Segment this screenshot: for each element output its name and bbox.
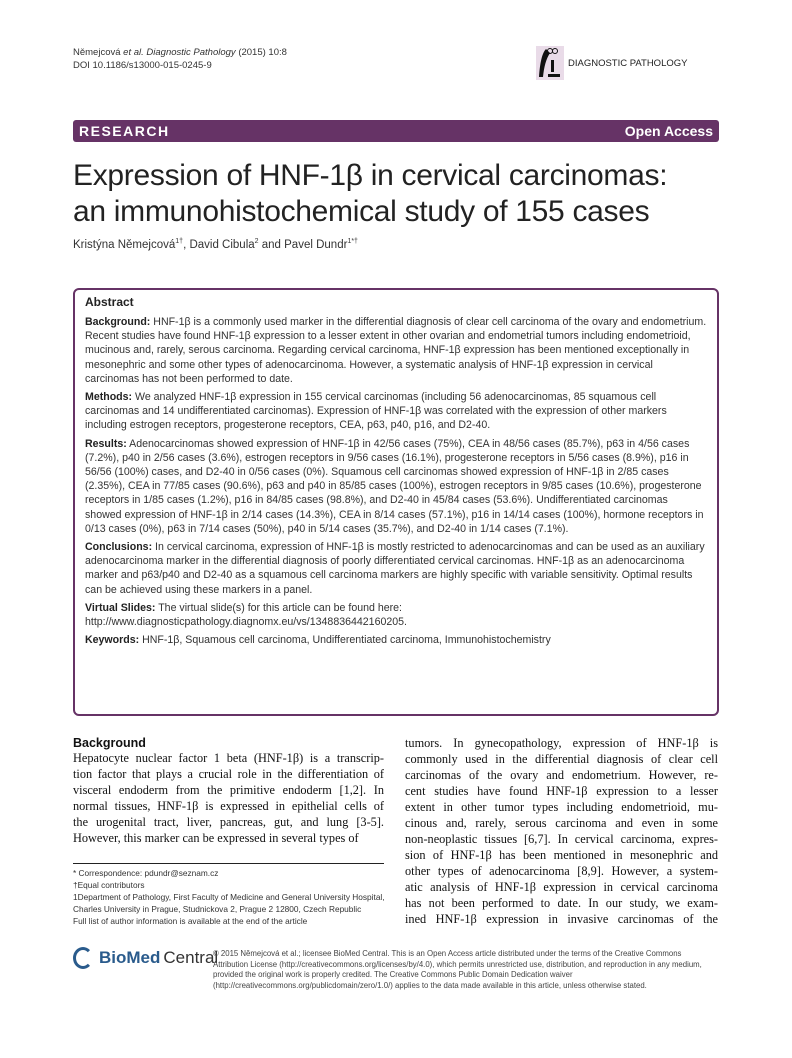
citation-volume: (2015) 10:8 <box>238 47 287 58</box>
body-text-line: visceral endoderm from the primitive endoderm [1,2]. In <box>73 783 384 797</box>
body-text-line: Hepatocyte nuclear factor 1 beta (HNF-1β) is a transcrip- <box>73 751 384 765</box>
author-list <box>73 238 358 251</box>
footnote-divider <box>73 863 384 864</box>
section-label: Keywords: <box>85 634 140 647</box>
abstract-heading: Abstract <box>85 295 134 309</box>
journal-logo <box>536 46 687 80</box>
body-text-line: ined HNF-1β expression in invasive carcinomas of the <box>405 912 718 926</box>
section-label: Results: <box>85 437 127 450</box>
author-name: David Cibula <box>189 238 255 251</box>
section-text: HNF-1β is a commonly used marker in the differential diagnosis of clear cell carcinoma of the ovary and endometrium. Recent studies have found HNF-1β expression to a lesser extent in other ovarian and endometrial tumors including endometrioid, mucinous and, rarely, serous carcinoma. Regarding cervical carcinoma, HNF-1β expression has been mentioned exceptionally in mesonephric and some other types of adenocarcinoma. However, a systematic analysis of HNF-1β expression in cervical carcinomas has not been performed to date. <box>85 316 707 385</box>
citation-journal: Diagnostic Pathology <box>146 47 236 58</box>
separator: and <box>258 238 285 251</box>
section-text: HNF-1β, Squamous cell carcinoma, Undifferentiated carcinoma, Immunohistochemistry <box>139 634 551 647</box>
body-text-line: other types of adenocarcinoma [8,9]. However, a system- <box>405 864 718 878</box>
body-text-line: the urogenital tract, liver, pancreas, gut, and lung [3-5]. <box>73 815 384 829</box>
microscope-logo-icon <box>536 46 564 80</box>
abstract-keywords <box>85 633 707 647</box>
body-text-line: tumors. In gynecopathology, expression of HNF-1β is <box>405 736 718 750</box>
citation-etal: et al. <box>123 47 144 58</box>
author-name: Pavel Dundr <box>284 238 348 251</box>
section-label: Background: <box>85 316 151 328</box>
author-name: Kristýna Němejcová <box>73 238 176 251</box>
citation-header <box>73 46 287 72</box>
body-text-line: tion factor that plays a crucial role in the differentiation of <box>73 767 384 781</box>
equal-contributors-note: †Equal contributors <box>73 880 145 890</box>
author-affiliation: 1*† <box>347 238 358 245</box>
section-label: Methods: <box>85 391 133 404</box>
section-text: In cervical carcinoma, expression of HNF-1β is mostly restricted to adenocarcinomas and can be used as an auxiliary adenocarcinoma marker in the differential diagnosis of poorly differentiated cervical carcinomas. HNF-1β as an adenocarcinoma marker and p63/p40 and D2-40 as a squamous cell carcinoma markers are highly specific with variable sensitivity. Optimal results can be achieved using these markers in a panel. <box>85 541 705 596</box>
body-text-line: normal tissues, HNF-1β is expressed in epithelial cells of <box>73 799 384 813</box>
body-text-line: cinous and, rarely, serous carcinoma and even in some <box>405 816 718 830</box>
author-affiliation: 2 <box>254 238 259 245</box>
article-title <box>73 158 667 230</box>
correspondence-note: * Correspondence: pdundr@seznam.cz <box>73 868 219 878</box>
abstract-methods <box>85 390 707 433</box>
article-type: RESEARCH <box>79 123 170 139</box>
author-affiliation: 1† <box>175 238 184 245</box>
virtual-slides-link[interactable]: The virtual slide(s) for this article can be found here: http://www.diagnosticpathology.diagnomx.eu/vs/1348836442160205. <box>85 601 407 629</box>
body-text-line: cent studies have found HNF-1β expression to a lesser <box>405 784 718 798</box>
publisher-name: Central <box>163 948 219 967</box>
title-line: Expression of HNF-1β in cervical carcinomas: <box>73 159 668 192</box>
body-text-line: atic analysis of HNF-1β expression in cervical carcinoma <box>405 880 718 894</box>
body-text-line: extent in other tumor types including endometrioid, mu- <box>405 800 718 814</box>
body-text-line: has not been performed to date. In our study, we exam- <box>405 896 718 910</box>
biomed-central-logo <box>73 947 218 969</box>
license-text: © 2015 Němejcová et al.; licensee BioMed Central. This is an Open Access article distributed under the terms of the Creative Commons Attribution License (http://creativecommons.org/licenses/by/4.0), which permits unrestricted use, distribution, and reproduction in any medium, provided the original work is properly credited. The Creative Commons Public Domain Dedication waiver (http://creativecommons.org/publicdomain/zero/1.0/) applies to the data made available in this article, unless otherwise stated. <box>213 949 702 991</box>
body-text-line: non-neoplastic tissues [6,7]. In cervical carcinoma, expres- <box>405 832 718 846</box>
body-text-line: sion of HNF-1β has been mentioned in mesonephric and <box>405 848 718 862</box>
separator: , <box>183 238 190 251</box>
body-right-column <box>405 735 718 927</box>
title-line: an immunohistochemical study of 155 cases <box>73 195 650 228</box>
article-type-banner <box>73 120 719 142</box>
body-text-line: carcinomas of the ovary and endometrium. However, re- <box>405 768 718 782</box>
section-text: Adenocarcinomas showed expression of HNF-1β in 42/56 cases (75%), CEA in 48/56 cases (85.7%), p63 in 4/56 cases (7.2%), p40 in 2/56 cases (3.6%), estrogen receptors in 9/56 cases (16.1%), progesterone receptors in 5/56 cases (8.9%), p16 in 56/56 (100%) cases, and D2-40 in 0/56 cases (0%). Squamous cell carcinomas showed expression of HNF-1β in 2/85 cases (2.35%), CEA in 77/85 cases (90.6%), p63 and p40 in 85/85 cases (100%), estrogen receptors in 9/85 cases (10.6%), progesterone receptors in 1/85 cases (1.2%), p16 in 84/85 cases (98.8%), and D2-40 in 45/84 cases (53.6%). Undifferentiated carcinomas showed expression of HNF-1β in 2/14 cases (14.3%), CEA in 8/14 cases (57.1%), p16 in 14/14 cases (100%), hormone receptors in 0/13 cases (0%), p63 in 7/14 cases (50%), p40 in 5/14 cases (35.7%), and D2-40 in 1/14 cases (7.1%). <box>85 437 704 535</box>
body-left-column <box>73 735 384 846</box>
section-label: Virtual Slides: <box>85 601 156 614</box>
publisher-name-bold: BioMed <box>99 948 161 967</box>
body-text-line: However, this marker can be expressed in several types of <box>73 831 359 845</box>
body-text-line: commonly used in the differential diagnosis of clear cell <box>405 752 718 766</box>
section-heading: Background <box>73 736 146 750</box>
author-info-note: Full list of author information is available at the end of the article <box>73 916 308 926</box>
bmc-ring-icon <box>73 947 93 969</box>
abstract-virtual-slides <box>85 601 707 629</box>
open-access-label: Open Access <box>624 123 713 139</box>
journal-name: DIAGNOSTIC PATHOLOGY <box>568 57 688 69</box>
citation-author: Němejcová <box>73 47 121 58</box>
section-label: Conclusions: <box>85 541 153 554</box>
footnotes <box>73 867 388 927</box>
abstract-background <box>85 315 707 386</box>
section-text: We analyzed HNF-1β expression in 155 cervical carcinomas (including 56 adenocarcinomas, 85 squamous cell carcinomas and 14 undifferentiated carcinomas). Expression of HNF-1β was correlated with the expression of other markers including estrogen receptors, progesterone receptors, CEA, p63, p40, p16, and D2-40. <box>85 391 667 432</box>
abstract-conclusions <box>85 540 707 597</box>
affiliation-note: 1Department of Pathology, First Faculty of Medicine and General University Hospital, Charles University in Prague, Studnickova 2, Prague 2 12800, Czech Republic <box>73 892 385 914</box>
abstract-box <box>73 288 719 716</box>
doi[interactable]: DOI 10.1186/s13000-015-0245-9 <box>73 60 212 71</box>
abstract-results <box>85 437 707 536</box>
